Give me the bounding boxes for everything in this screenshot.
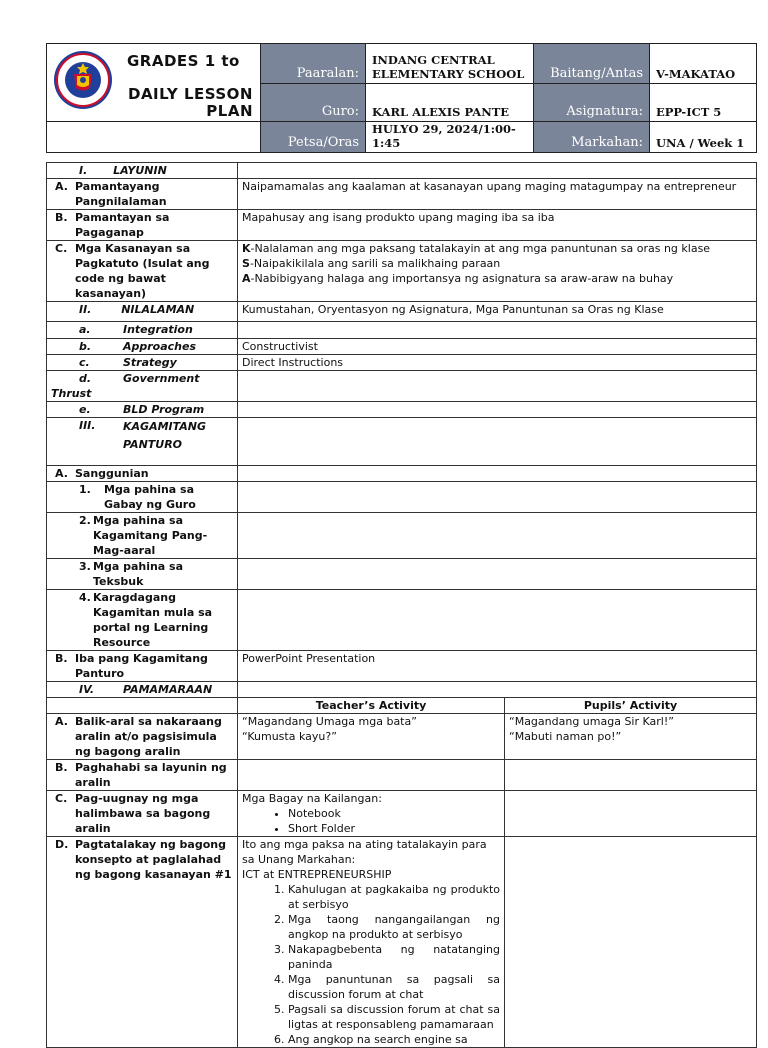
title-line-2: DAILY LESSON — [128, 85, 253, 103]
s-text: -Naipakikilala ang sarili sa malikhaing paraan — [249, 257, 501, 270]
row-key: B. — [55, 211, 68, 224]
lesson-plan-table — [46, 162, 757, 1048]
table-row — [47, 339, 757, 355]
row-label: Mga pahina sa Kagamitang Pang-Mag-aaral — [93, 514, 208, 557]
pupils-activity-header: Pupils’ Activity — [505, 698, 757, 714]
deped-seal-icon — [53, 50, 113, 110]
table-row — [47, 210, 757, 241]
integration-label — [47, 322, 238, 339]
title-line-1: GRADES 1 to — [127, 52, 240, 70]
empty-cell — [238, 682, 757, 698]
pupils-line: “Mabuti naman po!” — [509, 730, 622, 743]
row-key: B. — [55, 761, 68, 774]
sanggunian-label — [47, 466, 238, 482]
kagamitang-heading — [47, 418, 238, 466]
table-row — [47, 559, 757, 590]
table-row — [47, 791, 757, 837]
kasanayan-content — [238, 241, 757, 302]
table-row — [47, 590, 757, 651]
list-item: 1. Kahulugan at pagkakaiba ng produkto at serbisyo — [288, 882, 500, 912]
table-row — [47, 402, 757, 418]
empty-cell — [505, 791, 757, 837]
empty-cell — [238, 418, 757, 466]
baitang-label: Baitang/Antas — [534, 44, 650, 84]
teacher-line: “Magandang Umaga mga bata” — [242, 715, 417, 728]
empty-cell — [238, 559, 757, 590]
row-label: Strategy — [123, 356, 177, 369]
empty-cell — [505, 837, 757, 1048]
list-item: 3. Nakapagbebenta ng natatanging paninda — [288, 942, 500, 972]
row-label: Approaches — [123, 340, 197, 353]
petsa-label: Petsa/Oras — [261, 122, 366, 153]
empty-cell — [238, 163, 757, 179]
table-row — [47, 513, 757, 559]
nilalaman-heading — [47, 302, 238, 322]
layunin-heading — [47, 163, 238, 179]
row-label: Integration — [123, 323, 193, 336]
row-key: III. — [79, 419, 96, 432]
row-label: Pamantayang Pangnilalaman — [75, 180, 167, 208]
row-label: Paghahabi sa layunin ng aralin — [75, 761, 227, 789]
markahan-value: UNA / Week 1 — [650, 122, 757, 153]
row-key: 3. — [79, 560, 91, 573]
list-item: 6. Ang angkop na search engine sa — [288, 1032, 500, 1047]
table-row — [47, 355, 757, 371]
row-label: Karagdagang Kagamitan mula sa portal ng Learning Resource — [93, 591, 213, 649]
row-label: Iba pang Kagamitang Panturo — [75, 652, 208, 680]
items-list — [242, 806, 500, 836]
empty-cell — [238, 466, 757, 482]
teksbuk-label — [47, 559, 238, 590]
baitang-value: V-MAKATAO — [650, 44, 757, 84]
list-item: • Notebook — [288, 806, 500, 821]
integration-content — [238, 322, 757, 339]
table-row — [47, 651, 757, 682]
empty-cell — [47, 122, 261, 153]
iba-pang-content: PowerPoint Presentation — [238, 651, 757, 682]
table-row — [47, 760, 757, 791]
row-label: Mga pahina sa Gabay ng Guro — [104, 483, 196, 511]
table-row — [47, 714, 757, 760]
row-label: LAYUNIN — [113, 164, 167, 177]
approaches-content: Constructivist — [238, 339, 757, 355]
paaralan-value: INDANG CENTRAL ELEMENTARY SCHOOL — [366, 44, 534, 84]
pamantayang-pangnilalaman-label — [47, 179, 238, 210]
topics-list — [242, 882, 500, 1047]
row-label: Pagtatalakay ng bagong konsepto at paglalahad ng bagong kasanayan #1 — [75, 838, 232, 881]
pamantayan-pagganap-label — [47, 210, 238, 241]
paaralan-label: Paaralan: — [261, 44, 366, 84]
table-row — [47, 163, 757, 179]
row-label: Pamantayan sa Pagaganap — [75, 211, 170, 239]
karagdagang-label — [47, 590, 238, 651]
table-row — [47, 241, 757, 302]
row-label: Pag-uugnay ng mga halimbawa sa bagong aralin — [75, 792, 211, 835]
row-key: B. — [55, 652, 68, 665]
asignatura-value: EPP-ICT 5 — [650, 84, 757, 122]
row-label: Balik-aral sa nakaraang aralin at/o pagsisimula ng bagong aralin — [75, 715, 222, 758]
list-item: 4. Mga panuntunan sa pagsali sa discussion forum at chat — [288, 972, 500, 1002]
guro-value: KARL ALEXIS PANTE — [366, 84, 534, 122]
markahan-label: Markahan: — [534, 122, 650, 153]
title-lines-2-3 — [127, 86, 253, 120]
government-label — [47, 371, 238, 402]
k-text: -Nalalaman ang mga paksang tatalakayin at ang mga panuntunan sa oras ng klase — [250, 242, 711, 255]
gabay-label — [47, 482, 238, 513]
iba-pang-label — [47, 651, 238, 682]
government-content — [238, 371, 757, 402]
row-key: A. — [55, 467, 68, 480]
row-key: a. — [79, 323, 91, 336]
balik-aral-label — [47, 714, 238, 760]
approaches-label — [47, 339, 238, 355]
row-key: c. — [79, 356, 90, 369]
table-row — [47, 698, 757, 714]
pupils-line: “Magandang umaga Sir Karl!” — [509, 715, 674, 728]
empty-cell — [47, 698, 238, 714]
row-key: C. — [55, 242, 68, 255]
row-key: D. — [55, 838, 69, 851]
pamantayang-pangnilalaman-content: Naipamamalas ang kaalaman at kasanayan upang maging matagumpay na entrepreneur — [238, 179, 757, 210]
table-row — [47, 322, 757, 339]
a-text: -Nabibigyang halaga ang importansya ng asignatura sa araw-araw na buhay — [250, 272, 674, 285]
title-line-3: PLAN — [206, 102, 253, 120]
balik-aral-teacher — [238, 714, 505, 760]
pagtatalakay-label — [47, 837, 238, 1048]
header-table — [46, 43, 757, 153]
k-letter: K — [242, 242, 251, 255]
empty-cell — [238, 760, 505, 791]
paghahabi-label — [47, 760, 238, 791]
row-key: II. — [79, 303, 92, 316]
row-label: BLD Program — [123, 403, 205, 416]
pag-uugnay-label — [47, 791, 238, 837]
table-row — [47, 302, 757, 322]
empty-cell — [505, 760, 757, 791]
s-letter: S — [242, 257, 250, 270]
list-item: • Short Folder — [288, 821, 500, 836]
table-row — [47, 837, 757, 1048]
nilalaman-content: Kumustahan, Oryentasyon ng Asignatura, Mga Panuntunan sa Oras ng Klase — [238, 302, 757, 322]
row-label: KAGAMITANG PANTURO — [123, 420, 207, 451]
row-key: e. — [79, 403, 91, 416]
row-key: I. — [79, 164, 88, 177]
row-key: A. — [55, 715, 68, 728]
row-key: 1. — [79, 483, 91, 496]
empty-cell — [238, 513, 757, 559]
empty-cell — [238, 590, 757, 651]
row-label: Government Thrust — [51, 372, 200, 400]
a-letter: A — [242, 272, 251, 285]
row-key: A. — [55, 180, 68, 193]
list-item: 2. Mga taong nangangailangan ng angkop na produkto at serbisyo — [288, 912, 500, 942]
row-key: d. — [79, 372, 92, 385]
kasanayan-label — [47, 241, 238, 302]
row-key: b. — [79, 340, 92, 353]
items-intro: Mga Bagay na Kailangan: — [242, 792, 382, 805]
balik-aral-pupils — [505, 714, 757, 760]
strategy-content: Direct Instructions — [238, 355, 757, 371]
empty-cell — [238, 482, 757, 513]
table-row — [47, 466, 757, 482]
strategy-label — [47, 355, 238, 371]
list-item: 5. Pagsali sa discussion forum at chat sa ligtas at responsableng pamamaraan — [288, 1002, 500, 1032]
pang-mag-aaral-label — [47, 513, 238, 559]
row-key: 2. — [79, 514, 91, 527]
asignatura-label: Asignatura: — [534, 84, 650, 122]
row-key: C. — [55, 792, 68, 805]
pamantayan-pagganap-content: Mapahusay ang isang produkto upang maging iba sa iba — [238, 210, 757, 241]
pamamaraan-heading — [47, 682, 238, 698]
guro-label: Guro: — [261, 84, 366, 122]
table-row — [47, 179, 757, 210]
bld-label — [47, 402, 238, 418]
row-label: Sanggunian — [75, 467, 149, 480]
table-row — [47, 682, 757, 698]
topics-subhead: ICT at ENTREPRENEURSHIP — [242, 868, 392, 881]
pag-uugnay-teacher — [238, 791, 505, 837]
table-row — [47, 371, 757, 402]
row-label: NILALAMAN — [121, 303, 195, 316]
teacher-line: “Kumusta kayu?” — [242, 730, 337, 743]
teacher-activity-header: Teacher’s Activity — [238, 698, 505, 714]
table-row — [47, 482, 757, 513]
topics-intro: Ito ang mga paksa na ating tatalakayin para sa Unang Markahan: — [242, 838, 487, 866]
title-block — [47, 44, 261, 122]
row-label: Mga pahina sa Teksbuk — [93, 560, 184, 588]
row-label: Mga Kasanayan sa Pagkatuto (Isulat ang code ng bawat kasanayan) — [75, 242, 210, 300]
pagtatalakay-teacher — [238, 837, 505, 1048]
petsa-value: HULYO 29, 2024/1:00-1:45 — [366, 122, 534, 153]
row-label: PAMAMARAAN — [123, 683, 213, 696]
bld-content — [238, 402, 757, 418]
row-key: 4. — [79, 591, 91, 604]
table-row — [47, 418, 757, 466]
row-key: IV. — [79, 683, 95, 696]
